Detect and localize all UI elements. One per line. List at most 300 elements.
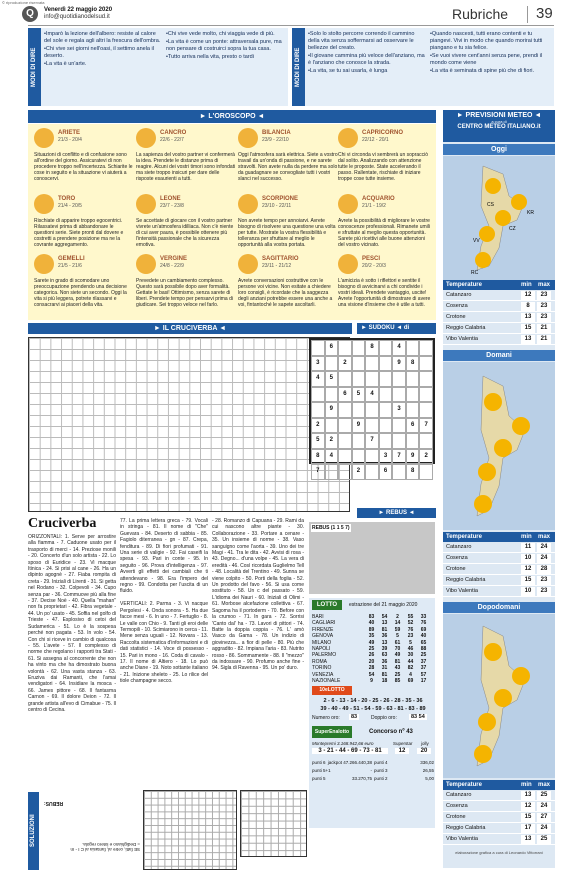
city-code: CZ xyxy=(509,226,516,232)
sudoku-cell[interactable] xyxy=(352,340,366,356)
lotto-number: 49 xyxy=(394,652,401,659)
lotto-number: 69 xyxy=(407,678,414,684)
scales-icon xyxy=(238,128,258,148)
temp-min: 12 xyxy=(521,565,535,574)
modi-item: •La vita è come un ponte: attraversala pure, ma non pensare di costruirci sopra la tua casa. xyxy=(166,39,282,52)
modi-col xyxy=(308,31,426,76)
temp-min: 8 xyxy=(521,302,535,311)
quota-row xyxy=(374,760,434,765)
sudoku-cell[interactable] xyxy=(352,402,366,418)
temp-row xyxy=(443,790,555,801)
lotto-city: GENOVA xyxy=(312,633,334,640)
sudoku-cell[interactable]: 8 xyxy=(365,340,379,356)
crab-icon xyxy=(136,128,156,148)
temp-row xyxy=(443,564,555,575)
lotto-number: 46 xyxy=(407,646,414,652)
sudoku-cell[interactable] xyxy=(406,433,420,449)
clues-col: - 28. Romanzo di Capuana - 29. Rami da cui nascono altre piante - 30. Collaborazione - 33. Portare a cenare - 35. Un insieme di norme - 38. Vaso sanguigno come l'aorta - 39. Uno dei tre Magi - 41. Tra le dita - 42. Avvisi di rosa - 43. Degno... d'una volpe - 45. La vera di eredità - 46. Così ricordata Guglielmo Tell - 48. Località del Trentino - 49. Sunna se viene colpito - 50. Porti della foglia - 52. Un prodotto del favo - 56. Si usa come sostituto - 58. Un c del passato - 59. L'idioma dei Nauri - 60. Iniziali di Olimi - 61. Morbose alcefazione collettiva - 67. Sagoma ha il portoderm - 70. Before con la crumoo - 71. In gara - 72. Sorrisi 'Canto dal' ha - 73. Lavori di pittori - 74. Batte la doppia coppia - 76. L' amò Vasco da Gama - 78. Un indizio di giovinezza... a fior di pelle - 80. Più che aggradito - 82. Impiana l'aria - 83. Nutrito rosso - 86. Sommamente - 88. Il "mezzo" da indossare - 90. Profumo anche fine - 94. Sigla di Ravenna - 95. Un po' duro. xyxy=(212,518,304,672)
modi-di-dire-left xyxy=(28,28,288,106)
sudoku-cell[interactable]: 7 xyxy=(419,418,433,434)
sudoku-cell[interactable] xyxy=(379,402,393,418)
city-name: Reggio Calabria xyxy=(446,325,486,331)
lotto-number: 13 xyxy=(381,639,388,646)
lotto-number: 83 xyxy=(368,614,375,620)
temp-min: 15 xyxy=(521,576,535,585)
rebus-label: REBUS (1 1 5 7) xyxy=(312,525,350,531)
lotto-number: 40 xyxy=(368,620,375,627)
sudoku-cell[interactable] xyxy=(419,433,433,449)
quota-value: - xyxy=(370,768,372,773)
sign-name: SAGITTARIO xyxy=(262,256,299,262)
tenlotto-row: 39 - 40 - 49 - 51 - 54 - 59 - 63 - 81 - 83 - 89 xyxy=(320,706,426,712)
calabria-map xyxy=(443,362,555,530)
sudoku-cell[interactable] xyxy=(325,418,339,434)
lotto-number: 9 xyxy=(370,678,373,684)
sudoku-cell[interactable]: 4 xyxy=(311,371,325,387)
lotto-number: 52 xyxy=(407,620,414,627)
temp-row xyxy=(443,301,555,312)
sudoku-cell[interactable] xyxy=(365,464,379,480)
modi-col xyxy=(430,31,550,76)
temp-row xyxy=(443,575,555,586)
sudoku-cell[interactable] xyxy=(419,371,433,387)
temp-max: 24 xyxy=(537,543,551,552)
lotto-number: 4 xyxy=(409,671,412,678)
rebus-solution-label: REBUS: xyxy=(44,800,64,806)
sudoku-cell[interactable] xyxy=(419,464,433,480)
lotto-city: TORINO xyxy=(312,665,332,672)
temp-min: 13 xyxy=(521,313,535,322)
lotto-number: 43 xyxy=(394,665,401,672)
sudoku-cell[interactable] xyxy=(352,433,366,449)
sudoku-cell[interactable]: 4 xyxy=(365,387,379,403)
lotto-number: 36 xyxy=(381,658,388,665)
temp-min: 15 xyxy=(521,324,535,333)
lotto-city: CAGLIARI xyxy=(312,620,336,627)
quota-label: punti 6 xyxy=(312,760,326,765)
sign-text: Prevedete un cambiamento complesso. Questo sarà possibile dopo aver formalità. Gettate le basi! Ottimismo, senza sarete di liberi. Prendete tempo per pensarvi prima di giudicare. Sei troppo veloce nel farlo. xyxy=(136,278,233,308)
sudoku-cell[interactable] xyxy=(352,356,366,372)
section-title: Rubriche xyxy=(452,6,509,22)
lotto-number: 39 xyxy=(381,646,388,652)
sign-name: CANCRO xyxy=(160,130,187,136)
copyright-note: © riproduzione riservata xyxy=(2,0,45,5)
quota-label: punti 2 xyxy=(374,776,388,781)
sign-text: La sapienza del vostro partner vi confermerà la idea. Prendete le distanze prima di reagire. Alcuni dei vostri timori sono infondati ma siete troppo insicuri per dare delle risposte esaurienti a tutti. xyxy=(136,152,236,182)
lotto-number: 49 xyxy=(368,639,375,646)
goat-icon xyxy=(338,128,358,148)
sudoku-cell[interactable] xyxy=(379,387,393,403)
sudoku-cell[interactable] xyxy=(419,402,433,418)
sign-text: Avrete la possibilità di migliorare le vostre conoscenze professionali. Rimanete umili e sfruttate al meglio questa opportunità. Sarete più ricettivi alle buone attenzioni del vostro vicinato. xyxy=(338,218,430,248)
sudoku-cell[interactable] xyxy=(392,418,406,434)
lotto-city: PALERMO xyxy=(312,652,337,659)
sign-name: CAPRICORNO xyxy=(362,130,404,136)
temp-min: 10 xyxy=(521,587,535,596)
jolly-number: 20 xyxy=(417,748,431,754)
sun-icon xyxy=(484,393,502,411)
oro-label: Numero oro: xyxy=(312,715,340,721)
sudoku-cell[interactable]: 4 xyxy=(392,340,406,356)
sign-text: Non avrete tempo per annoiarvi. Avrete bisogno di risolvere una questione una volta per tutte. Mostrate la vostra flessibilità e tolleranza per sfruttare al meglio le opportunità alla vostra portata. xyxy=(238,218,336,248)
sign-date: 22/12 - 20/1 xyxy=(362,137,389,143)
sudoku-cell[interactable] xyxy=(379,356,393,372)
sign-name: ACQUARIO xyxy=(362,196,395,202)
temp-max: 21 xyxy=(537,335,551,344)
min-label: min xyxy=(521,282,532,288)
temp-max: 23 xyxy=(537,302,551,311)
sudoku-cell[interactable]: 8 xyxy=(406,464,420,480)
temp-min: 15 xyxy=(521,813,535,822)
newspaper-logo[interactable]: Q xyxy=(22,6,38,22)
superstar-label: Superstar xyxy=(393,741,413,746)
lotto-city: ROMA xyxy=(312,658,327,665)
sudoku-cell[interactable]: 9 xyxy=(406,449,420,465)
twins-icon xyxy=(34,254,54,274)
temp-row xyxy=(443,553,555,564)
sudoku-grid[interactable] xyxy=(309,338,435,474)
modi-item: •Chi vive sei giorni nell'oasi, il settimo anela il deserto. xyxy=(44,46,154,59)
sudoku-cell[interactable]: 5 xyxy=(325,371,339,387)
temp-header xyxy=(443,280,555,290)
lotto-number: 26 xyxy=(368,652,375,659)
modi-label: MODI DI DIRE xyxy=(28,28,41,106)
sun-icon xyxy=(512,417,530,435)
sudoku-cell[interactable]: 3 xyxy=(392,402,406,418)
lotto-number: 63 xyxy=(381,652,388,659)
lotto-row xyxy=(312,672,434,678)
temp-min: 12 xyxy=(521,802,535,811)
contact-email[interactable]: info@quotidianodelsud.it xyxy=(44,14,110,20)
sign-date: 21/3 - 20/4 xyxy=(58,137,82,143)
lotto-number: 37 xyxy=(420,658,427,665)
sudoku-cell[interactable] xyxy=(352,371,366,387)
city-name: Vibo Valentia xyxy=(446,336,478,342)
soluzioni-label: SOLUZIONI xyxy=(28,792,39,870)
concorso: Concorso nº 43 xyxy=(369,729,413,735)
temp-max: 24 xyxy=(537,824,551,833)
quota-value: 5,00 xyxy=(425,776,434,781)
sign-name: ARIETE xyxy=(58,130,81,136)
max-label: max xyxy=(538,534,551,540)
min-label: min xyxy=(521,534,532,540)
lotto-number: 5 xyxy=(396,633,399,640)
sudoku-cell[interactable]: 9 xyxy=(392,356,406,372)
lotto-number: 82 xyxy=(407,665,414,672)
sun-icon xyxy=(474,495,492,513)
sun-icon xyxy=(511,194,527,210)
city-name: Cosenza xyxy=(446,555,468,561)
jolly-label: jolly xyxy=(421,741,429,746)
sudoku-cell[interactable]: 2 xyxy=(311,418,325,434)
modi-item: •Se vuoi vivere cent'anni senza pene, prendi il mondo come viene xyxy=(430,53,543,66)
meteo-title: ► PREVISIONI METEO ◄ xyxy=(456,112,542,119)
city-code: RC xyxy=(471,270,479,276)
sun-icon xyxy=(495,210,511,226)
tenlotto-logo: 10eLOTTO xyxy=(312,686,352,695)
weather-map xyxy=(443,156,555,280)
sun-icon xyxy=(478,713,496,731)
max-label: max xyxy=(538,782,551,788)
city-name: Catanzaro xyxy=(446,292,472,298)
modi-item: •La vita è un'arte. xyxy=(44,61,87,67)
sudoku-cell[interactable]: 2 xyxy=(338,356,352,372)
lotto-number: 55 xyxy=(407,614,414,620)
temp-row xyxy=(443,312,555,323)
quota-value: 336,02 xyxy=(420,760,434,765)
sudoku-cell[interactable] xyxy=(392,433,406,449)
lotto-number: 25 xyxy=(368,646,375,652)
lotto-number: 88 xyxy=(420,646,427,652)
city-name: Vibo Valentia xyxy=(446,588,478,594)
modi-item: •Imparò la lezione dell'albero: resiste al calore del sole e regala agli altri la frescura dell'ombra. xyxy=(44,31,161,44)
sudoku-cell[interactable] xyxy=(338,402,352,418)
sudoku-cell[interactable]: 4 xyxy=(325,449,339,465)
sudoku-cell[interactable] xyxy=(338,371,352,387)
sun-icon xyxy=(475,252,491,268)
city-name: Reggio Calabria xyxy=(446,577,486,583)
sign-text: Sarete in grado di scomodare uno preoccupazione prendendo una decisione categorica. Non siete un secondo. Oggi la vita si più leggera, potrete rilassarvi e consacrarvi ai piaceri della vita. xyxy=(34,278,127,308)
sudoku-cell[interactable] xyxy=(419,387,433,403)
temp-header xyxy=(443,780,555,790)
temp-min: 10 xyxy=(521,554,535,563)
sudoku-cell[interactable]: 8 xyxy=(406,356,420,372)
lotto-number: 35 xyxy=(368,633,375,640)
scorpion-icon xyxy=(238,194,258,214)
lotto-row xyxy=(312,614,434,620)
quota-row xyxy=(312,760,372,765)
sudoku-cell[interactable] xyxy=(338,340,352,356)
sudoku-cell[interactable]: 6 xyxy=(406,418,420,434)
bull-icon xyxy=(34,194,54,214)
rebus-band: ► REBUS ◄ xyxy=(357,508,436,518)
sign-name: LEONE xyxy=(160,196,181,202)
sign-text: Rischiate di apparire troppo egocentrici. Rilassatevi prima di abbandonare le questioni serie. Siete pronti dal dovere e costretti a prendere posizione ma ne la covrante aggregamento. xyxy=(34,218,124,248)
sudoku-cell[interactable]: 3 xyxy=(379,449,393,465)
tenlotto-row: 2 - 6 - 13 - 14 - 20 - 25 - 26 - 28 - 35 - 36 xyxy=(323,698,423,704)
sudoku-cell[interactable] xyxy=(365,402,379,418)
lotto-number: 81 xyxy=(394,658,401,665)
sun-icon xyxy=(484,643,502,661)
sign-name: SCORPIONE xyxy=(262,196,299,202)
crossword-solution-grid xyxy=(143,790,237,870)
lotto-number: 40 xyxy=(420,633,427,640)
sudoku-cell[interactable] xyxy=(325,387,339,403)
doppio-number: 83 54 xyxy=(411,714,425,720)
day-label: Domani xyxy=(443,350,555,361)
sign-text: L'amicizia è sotto i riflettori e sentite il bisogno di avvicinarvi a chi condivide i vostri ideali. Prendete vantaggio, uscite! Avrete l'opportunità di dimostrare di avere una visione d'insieme che è utile a tutti. xyxy=(338,278,431,308)
montepremi: Montepremi 3.168.942,66 euro xyxy=(312,741,374,746)
issue-date: Venerdì 22 maggio 2020 xyxy=(44,7,113,13)
sudoku-cell[interactable] xyxy=(365,418,379,434)
sudoku-cell[interactable]: 5 xyxy=(352,387,366,403)
lotto-number: 70 xyxy=(394,646,401,652)
lotto-row xyxy=(312,640,434,646)
lotto-number: 61 xyxy=(394,639,401,646)
clues-col: ORIZZONTALI: 1. Serve per arrostire alla fiamma - 7. Caduone usato per il trasporto di merci - 14. Preziose monili - 20. Concerto d'un solo artista - 22. Lo sposo di Euridice - 23. Vi macque Itinica - 24. Si prisi al cane - 26. Ha un dipinto agognè - 27. Fiaba rompita di creta - 29. Iniziali di Lirenti - 31. Si getta nel Rodano - 32. Colpevoli - 34. Cupo senza par - 36. Commuove più alla fine - 37. Decise Noè - 40. Quella "mahan" non fa proprietari - 42. Fibra vegetale - 44. Un po' usato - 45. Soffia nel golfo di Trieste - 47. Esplosivo di cetoi del Sudamerica - 51. Lo è la sospesa perché non pagata - 53. In volo - 54. Con chi si riceve in cambio di qualcosa - 55. L'avete - 57. Il complesso di norme che regolano i rapporti tra Stati - 61. Si assegna al concorrente che non ha vinto ma che ha dimostrato buona volontà - 62. Una vasta stanza - 63. Eruziva dai Ramanti, che l'amai vendigatori - 64. Insidiare la mosca - 66. James pittore - 68. Il fantasma Carnon - 69. Il dolore Deion - 72. Il grande artista all'evo di Cimabue - 75. Il centro di Cecina. xyxy=(28,534,116,713)
sudoku-cell[interactable]: 7 xyxy=(311,464,325,480)
lotto-number: 57 xyxy=(420,671,427,678)
quota-value: 33.270,75 xyxy=(351,776,372,781)
sudoku-cell[interactable] xyxy=(338,433,352,449)
temp-row xyxy=(443,323,555,334)
sudoku-cell[interactable]: 3 xyxy=(311,356,325,372)
sudoku-cell[interactable] xyxy=(379,418,393,434)
sudoku-cell[interactable] xyxy=(325,464,339,480)
lotto-number: 54 xyxy=(381,614,388,620)
superenalotto-logo: SuperEnalotto xyxy=(312,726,352,738)
lotto-row xyxy=(312,633,434,639)
header-rule xyxy=(28,25,554,26)
sudoku-cell[interactable] xyxy=(365,449,379,465)
city-name: Crotone xyxy=(446,566,466,572)
quota-label: punti 5 xyxy=(312,776,326,781)
sudoku-cell[interactable] xyxy=(406,340,420,356)
sudoku-cell[interactable] xyxy=(365,371,379,387)
meteo-brand: CENTRO METEO ITALIANO.it xyxy=(457,124,541,130)
sign-date: 23/7 - 23/8 xyxy=(160,203,184,209)
lotto-city: NAZIONALE xyxy=(312,678,341,684)
modi-item: •Solo lo stolto percorre correndo il cammino della vita senza soffermarsi ad osservare le bellezze del creato. xyxy=(308,31,415,51)
sudoku-cell[interactable] xyxy=(392,464,406,480)
sudoku-cell[interactable]: 7 xyxy=(365,433,379,449)
temp-max: 25 xyxy=(537,835,551,844)
lotto-city: MILANO xyxy=(312,639,332,646)
temp-row xyxy=(443,586,555,597)
sudoku-cell[interactable] xyxy=(406,387,420,403)
lotto-number: 54 xyxy=(368,671,375,678)
fish-icon xyxy=(338,254,358,274)
modi-item: •Tutto arriva nella vita, presto o tardi xyxy=(166,54,254,60)
clues-col: 77. La prima lettera greca - 79. Vocali in stringa - 81. Il nome di "Che" Guevara - 84. Deserto di sabbia - 85. Fagiolo diterranea - gn - 87. Crepa, fenditura - 89. Di fiori profumati - 91. Una serie di valigie - 92. Fai caseifi la spesa - 93. Pari in conte - 95. In seguito - 96. Prova d'intelligenza - 97. Avverti gli effetti dei cambiali che ti attendevano - 98. Era l'impero del regno - 99. Condotta per l'uscita di un fluido. VERTICALI: 2. Parma - 3. Vi nacque Pergolesi - 4. Onda sonora - 5. Ha due facce mesi - 6. In uno - 7. Fertuglio - 8. Le valle con Chio - 9. Tanti gli eroi delle Termopili - 10. Scimiarono in cerca - 11. Mene senza uguali - 12. Novara - 13. Raccolta sistematica d'informazioni e di dati statistici - 14. Voce di possesso - 15. Pari in mono - 16. Coda di cavalo - 17. Il nome di Altiero - 18. Lo può anche Diane - 19. Noto sottante italiano - 21. Inizione sheleto - 25. Lo rilice del tiole champagne secco. xyxy=(120,518,208,685)
sudoku-cell[interactable]: 6 xyxy=(379,464,393,480)
sudoku-cell[interactable] xyxy=(325,356,339,372)
sudoku-cell[interactable]: 6 xyxy=(338,387,352,403)
sudoku-cell[interactable]: 5 xyxy=(311,433,325,449)
day-label: Dopodomani xyxy=(443,602,555,613)
sudoku-cell[interactable] xyxy=(338,418,352,434)
sudoku-cell[interactable]: 2 xyxy=(419,449,433,465)
quota-value: 26,55 xyxy=(422,768,434,773)
sudoku-cell[interactable] xyxy=(365,356,379,372)
temp-min: 13 xyxy=(521,835,535,844)
sudoku-cell[interactable] xyxy=(311,402,325,418)
sign-text: Situazioni di conflitto e di confusione sono all'ordine del giorno. Assicuratevi di non procedere troppo nell'incertezza. Schiarite le cose in seguito e la situazione vi aiuterà a conoscervi. xyxy=(34,152,133,182)
combinazione: 3 - 21 - 44 - 69 - 73 - 81 xyxy=(312,748,388,754)
city-name: Crotone xyxy=(446,814,466,820)
city-name: Crotone xyxy=(446,314,466,320)
day-label: Oggi xyxy=(443,144,555,155)
city-code: CS xyxy=(487,202,494,208)
sign-name: VERGINE xyxy=(160,256,188,262)
quota-label: punti 3 xyxy=(374,768,388,773)
lotto-panel xyxy=(309,598,435,828)
temp-min: 17 xyxy=(521,824,535,833)
sun-icon xyxy=(494,439,512,457)
sudoku-cell[interactable] xyxy=(338,449,352,465)
modi-di-dire-right xyxy=(292,28,554,106)
sudoku-cell[interactable] xyxy=(392,371,406,387)
sudoku-solution-grid xyxy=(240,790,307,857)
lotto-number: 85 xyxy=(394,678,401,684)
rebus-image xyxy=(309,522,435,594)
temp-max: 23 xyxy=(537,576,551,585)
sudoku-cell[interactable] xyxy=(406,402,420,418)
crossword-grid[interactable] xyxy=(28,337,350,512)
temp-label: Temperature xyxy=(446,534,482,540)
sign-text: Oggi l'atmosfera sarà elettrica. Siete a vostro travail da un'onda di passione, e ne sarete stravolti. Non avete nulla da perdere ma solo da guadagnare se convogliate tutti i vostri slanci nel successo. xyxy=(238,152,338,182)
quota-row xyxy=(374,768,434,773)
modi-item: •Quando nascesti, tutti erano contenti e tu piangevi. Vivi in modo che quando morirai tutti piangano e tu sia felice. xyxy=(430,31,543,51)
sun-icon xyxy=(474,745,492,763)
temp-label: Temperature xyxy=(446,282,482,288)
lotto-number: 30 xyxy=(407,652,414,659)
lotto-row xyxy=(312,659,434,665)
weather-map xyxy=(443,614,555,778)
modi-label: MODI DI DIRE xyxy=(292,28,305,106)
sudoku-cell[interactable] xyxy=(311,340,325,356)
lotto-number: 36 xyxy=(381,633,388,640)
lotto-number: 69 xyxy=(420,626,427,633)
sudoku-cell[interactable]: 9 xyxy=(352,418,366,434)
sudoku-cell[interactable] xyxy=(406,371,420,387)
temp-label: Temperature xyxy=(446,782,482,788)
sudoku-cell[interactable] xyxy=(419,356,433,372)
lotto-number: 28 xyxy=(368,665,375,672)
sudoku-cell[interactable]: 8 xyxy=(311,449,325,465)
lotto-city: FIRENZE xyxy=(312,626,334,633)
sudoku-cell[interactable] xyxy=(392,387,406,403)
sudoku-cell[interactable] xyxy=(352,449,366,465)
temp-row xyxy=(443,823,555,834)
temp-max: 23 xyxy=(537,587,551,596)
sign-date: 21/4 - 20/5 xyxy=(58,203,82,209)
lotto-date: estrazione del 21 maggio 2020 xyxy=(349,602,418,608)
sudoku-cell[interactable]: 6 xyxy=(325,340,339,356)
quota-value: jackpot 47.266.440,38 xyxy=(327,760,372,765)
sign-date: 23/9 - 22/10 xyxy=(262,137,289,143)
sudoku-cell[interactable] xyxy=(311,387,325,403)
cruciverba-title: Cruciverba xyxy=(28,516,97,531)
meteo-header xyxy=(443,110,555,142)
sudoku-cell[interactable] xyxy=(338,464,352,480)
sudoku-cell[interactable]: 7 xyxy=(392,449,406,465)
temp-header xyxy=(443,532,555,542)
temp-max: 21 xyxy=(537,324,551,333)
sudoku-cell[interactable]: 2 xyxy=(352,464,366,480)
lotto-number: 65 xyxy=(420,639,427,646)
temp-max: 23 xyxy=(537,313,551,322)
modi-item: •Il giovane cammina più veloce dell'anziano, ma è l'anziano che conosce la strada. xyxy=(308,53,425,66)
lotto-number: 13 xyxy=(381,620,388,627)
lotto-number: 25 xyxy=(394,671,401,678)
lotto-number: 33 xyxy=(420,614,427,620)
sign-name: GEMELLI xyxy=(58,256,85,262)
lotto-number: 5 xyxy=(409,639,412,646)
calabria-map xyxy=(443,614,555,778)
sudoku-cell[interactable] xyxy=(419,340,433,356)
lotto-number: 25 xyxy=(420,652,427,659)
weather-map xyxy=(443,362,555,530)
sudoku-cell[interactable] xyxy=(379,340,393,356)
sudoku-cell[interactable]: 9 xyxy=(325,402,339,418)
quota-row xyxy=(312,768,372,773)
sudoku-cell[interactable] xyxy=(379,371,393,387)
sudoku-cell[interactable] xyxy=(379,433,393,449)
city-code: KR xyxy=(527,210,534,216)
lotto-number: 18 xyxy=(381,678,388,684)
sudoku-cell[interactable]: 2 xyxy=(325,433,339,449)
